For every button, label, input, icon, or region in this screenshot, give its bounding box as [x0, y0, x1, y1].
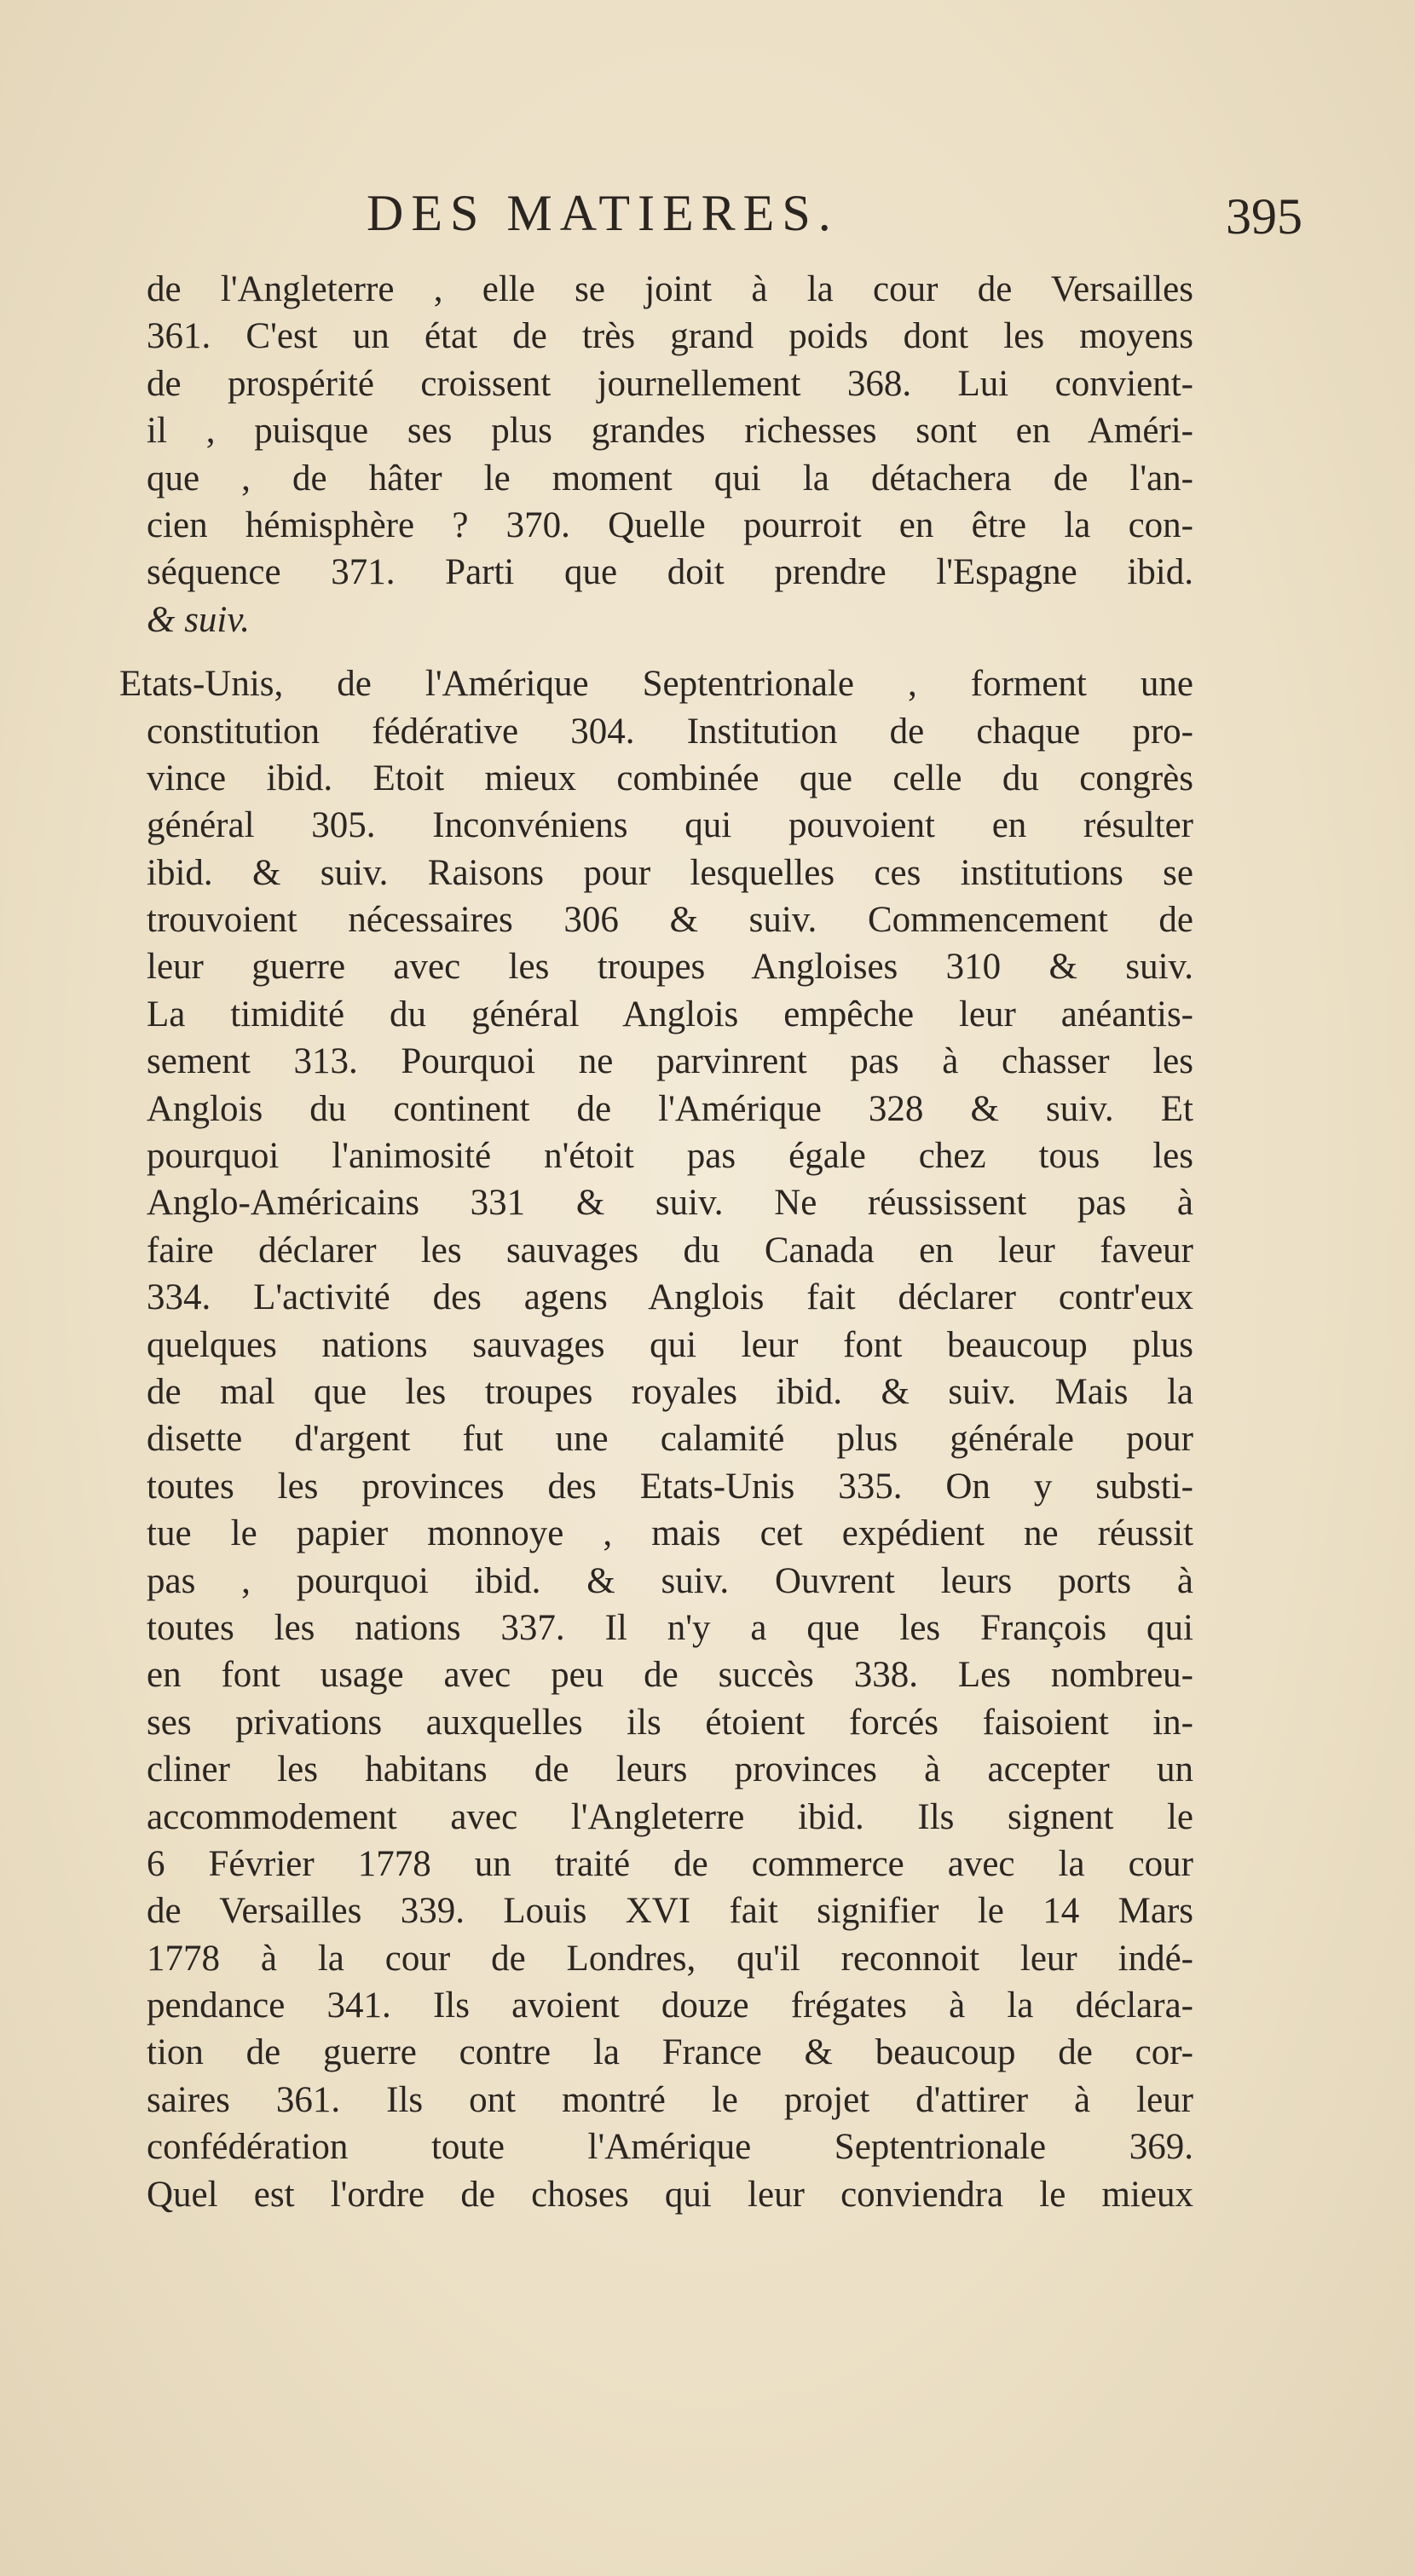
- entry-separator: [119, 643, 1193, 660]
- text-line: il , puisque ses plus grandes richesses sont en Améri-: [147, 411, 1193, 452]
- text-line: cien hémisphère ? 370. Quelle pourroit en être la con-: [147, 504, 1193, 545]
- index-text: [119, 266, 1193, 2218]
- text-line: saires 361. Ils ont montré le projet d'attirer à leur: [147, 2079, 1193, 2120]
- text-line: Anglo-Américains 331 & suiv. Ne réussissent pas à: [147, 1183, 1193, 1224]
- text-line: confédération toute l'Amérique Septentrionale 369.: [147, 2127, 1193, 2168]
- text-line: 334. L'activité des agens Anglois fait déclarer contr'eux: [147, 1277, 1193, 1318]
- text-line: de Versailles 339. Louis XVI fait signifier le 14 Mars: [147, 1891, 1193, 1932]
- running-title: DES MATIERES.: [367, 185, 839, 241]
- text-line: leur guerre avec les troupes Angloises 310 & suiv.: [147, 947, 1193, 988]
- text-line: faire déclarer les sauvages du Canada en leur faveur: [147, 1230, 1193, 1271]
- text-line: toutes les nations 337. Il n'y a que les François qui: [147, 1607, 1193, 1648]
- text-line: séquence 371. Parti que doit prendre l'Espagne ibid.: [147, 552, 1193, 593]
- text-line: pourquoi l'animosité n'étoit pas égale chez tous les: [147, 1136, 1193, 1177]
- text-line: pas , pourquoi ibid. & suiv. Ouvrent leurs ports à: [147, 1560, 1193, 1601]
- text-line: Anglois du continent de l'Amérique 328 & suiv. Et: [147, 1088, 1193, 1129]
- text-line: 6 Février 1778 un traité de commerce avec la cour: [147, 1843, 1193, 1884]
- text-line: 1778 à la cour de Londres, qu'il reconnoit leur indé-: [147, 1938, 1193, 1979]
- text-line: tue le papier monnoye , mais cet expédient ne réussit: [147, 1513, 1193, 1554]
- text-line: que , de hâter le moment qui la détachera de l'an-: [147, 458, 1193, 498]
- text-line: général 305. Inconvéniens qui pouvoient en résulter: [147, 805, 1193, 846]
- page-number: 395: [1226, 188, 1302, 245]
- text-line: vince ibid. Etoit mieux combinée que celle du congrès: [147, 758, 1193, 798]
- text-line: cliner les habitans de leurs provinces à accepter un: [147, 1749, 1193, 1790]
- text-line: pendance 341. Ils avoient douze frégates à la déclara-: [147, 1985, 1193, 2026]
- text-line: toutes les provinces des Etats-Unis 335. On y substi-: [147, 1466, 1193, 1507]
- text-line: & suiv.: [147, 599, 251, 640]
- text-line: en font usage avec peu de succès 338. Les nombreu-: [147, 1655, 1193, 1696]
- text-line: sement 313. Pourquoi ne parvinrent pas à chasser les: [147, 1041, 1193, 1082]
- text-line: accommodement avec l'Angleterre ibid. Ils signent le: [147, 1796, 1193, 1837]
- text-line: de mal que les troupes royales ibid. & suiv. Mais la: [147, 1371, 1193, 1412]
- text-line: constitution fédérative 304. Institution de chaque pro-: [147, 711, 1193, 752]
- text-line: quelques nations sauvages qui leur font beaucoup plus: [147, 1324, 1193, 1365]
- text-line: de prospérité croissent journellement 368. Lui convient-: [147, 363, 1193, 404]
- text-line: disette d'argent fut une calamité plus générale pour: [147, 1419, 1193, 1460]
- text-line: La timidité du général Anglois empêche leur anéantis-: [147, 994, 1193, 1034]
- page-header: [0, 179, 1415, 256]
- text-line: 361. C'est un état de très grand poids dont les moyens: [147, 316, 1193, 357]
- text-line: Quel est l'ordre de choses qui leur conviendra le mieux: [147, 2174, 1193, 2215]
- text-line: ses privations auxquelles ils étoient forcés faisoient in-: [147, 1702, 1193, 1743]
- index-entry-heading: Etats-Unis, de l'Amérique Septentrionale , forment une: [119, 664, 1193, 705]
- text-line: ibid. & suiv. Raisons pour lesquelles ces institutions se: [147, 852, 1193, 893]
- text-line: tion de guerre contre la France & beaucoup de cor-: [147, 2032, 1193, 2073]
- text-line: trouvoient nécessaires 306 & suiv. Commencement de: [147, 900, 1193, 941]
- text-line: de l'Angleterre , elle se joint à la cour de Versailles: [147, 269, 1193, 309]
